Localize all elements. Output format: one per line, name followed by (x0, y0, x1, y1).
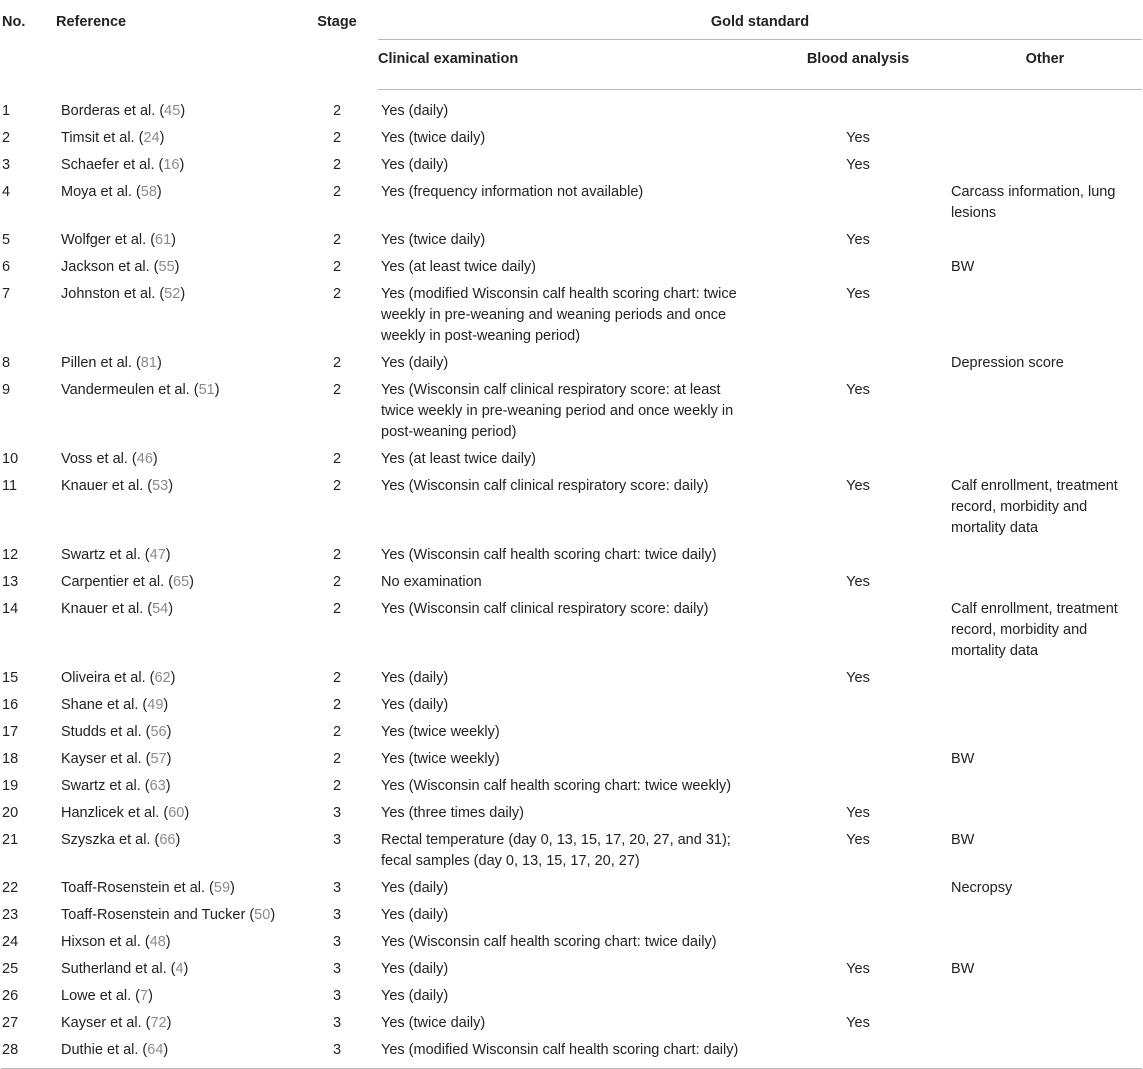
cell-reference (56, 227, 296, 254)
reference-author: Moya et al. ( (61, 184, 141, 200)
citation-link[interactable]: 66 (159, 832, 176, 848)
cell-other: BW (951, 832, 975, 848)
table-row (1, 800, 1142, 827)
cell-other (948, 1037, 1142, 1069)
cell-stage: 2 (332, 451, 342, 467)
reference-author: Duthie et al. ( (61, 1042, 148, 1058)
cell-no: 23 (2, 907, 19, 923)
cell-other: Calf enrollment, treatment record, morbidity and mortality data (951, 601, 1118, 659)
reference-author: Oliveira et al. ( (61, 670, 155, 686)
cell-stage: 2 (332, 778, 342, 794)
citation-link[interactable]: 61 (155, 232, 172, 248)
cell-clinical-examination: Yes (twice daily) (381, 130, 486, 146)
cell-stage: 3 (332, 934, 342, 950)
citation-link[interactable]: 4 (175, 961, 184, 977)
cell-stage: 2 (332, 184, 342, 200)
cell-other (948, 152, 1142, 179)
table-row (1, 152, 1142, 179)
table-row (1, 902, 1142, 929)
table-row (1, 179, 1142, 227)
reference-author: Jackson et al. ( (61, 259, 159, 275)
cell-stage: 2 (332, 102, 342, 119)
reference-author: Borderas et al. ( (61, 102, 165, 119)
reference-author: Carpentier et al. ( (61, 574, 174, 590)
cell-clinical-examination: Yes (Wisconsin calf health scoring chart: twice daily) (381, 547, 717, 563)
cell-other (948, 719, 1142, 746)
cell-blood-analysis (768, 692, 948, 719)
cell-stage: 3 (332, 805, 342, 821)
cell-stage: 2 (332, 157, 342, 173)
cell-other (948, 929, 1142, 956)
citation-close-paren: ) (166, 751, 172, 767)
cell-no: 14 (2, 601, 19, 617)
cell-clinical-examination: Yes (Wisconsin calf clinical respiratory score: at least twice weekly in pre-weaning period and once weekly in post-weaning period) (381, 382, 734, 440)
cell-blood-analysis: Yes (846, 157, 870, 173)
cell-clinical-examination: Yes (three times daily) (381, 805, 524, 821)
cell-clinical-examination: Yes (twice daily) (381, 1015, 486, 1031)
cell-stage: 2 (332, 478, 342, 494)
table-row (1, 350, 1142, 377)
citation-link[interactable]: 63 (149, 778, 166, 794)
cell-stage: 2 (332, 670, 342, 686)
citation-close-paren: ) (174, 259, 180, 275)
cell-no: 24 (2, 934, 19, 950)
cell-clinical-examination: Yes (daily) (381, 157, 449, 173)
cell-stage: 3 (332, 832, 342, 848)
cell-other (948, 773, 1142, 800)
cell-stage: 3 (332, 961, 342, 977)
reference-author: Kayser et al. ( (61, 751, 151, 767)
cell-no: 7 (2, 286, 11, 302)
cell-stage: 2 (332, 724, 342, 740)
cell-no: 9 (2, 382, 11, 398)
cell-clinical-examination: Yes (daily) (381, 961, 449, 977)
table-row (1, 377, 1142, 446)
citation-link[interactable]: 49 (147, 697, 164, 713)
citation-link[interactable]: 47 (149, 547, 166, 563)
cell-blood-analysis: Yes (846, 1015, 870, 1031)
table-row (1, 692, 1142, 719)
cell-reference (56, 473, 296, 542)
cell-stage: 2 (332, 286, 342, 302)
table-row (1, 929, 1142, 956)
cell-blood-analysis: Yes (846, 832, 870, 848)
citation-link[interactable]: 72 (150, 1015, 167, 1031)
reference-author: Knauer et al. ( (61, 478, 153, 494)
reference-author: Kayser et al. ( (61, 1015, 151, 1031)
reference-author: Sutherland et al. ( (61, 961, 176, 977)
citation-close-paren: ) (165, 547, 171, 563)
cell-reference (56, 569, 296, 596)
reference-author: Toaff-Rosenstein and Tucker ( (61, 907, 255, 923)
cell-stage: 2 (332, 259, 342, 275)
cell-other (948, 542, 1142, 569)
table-row (1, 719, 1142, 746)
cell-clinical-examination: Yes (daily) (381, 988, 449, 1004)
cell-stage: 2 (332, 697, 342, 713)
table-row (1, 1010, 1142, 1037)
cell-no: 1 (2, 102, 11, 119)
citation-link[interactable]: 62 (154, 670, 171, 686)
reference-author: Swartz et al. ( (61, 778, 150, 794)
citation-close-paren: ) (165, 934, 171, 950)
cell-other (948, 227, 1142, 254)
cell-blood-analysis (768, 929, 948, 956)
cell-reference (56, 746, 296, 773)
citation-close-paren: ) (156, 184, 162, 200)
cell-blood-analysis: Yes (846, 232, 870, 248)
cell-no: 3 (2, 157, 11, 173)
citation-link[interactable]: 48 (149, 934, 166, 950)
cell-reference (56, 875, 296, 902)
cell-other (948, 692, 1142, 719)
citation-link[interactable]: 46 (136, 451, 153, 467)
cell-reference (56, 827, 296, 875)
header-stage: Stage (317, 14, 357, 30)
cell-other (948, 665, 1142, 692)
reference-author: Timsit et al. ( (61, 130, 144, 146)
cell-blood-analysis (768, 446, 948, 473)
cell-clinical-examination: Yes (at least twice daily) (381, 451, 537, 467)
cell-stage: 2 (332, 751, 342, 767)
table-row (1, 254, 1142, 281)
cell-clinical-examination: Yes (daily) (381, 670, 449, 686)
cell-reference (56, 929, 296, 956)
cell-blood-analysis (768, 1037, 948, 1069)
table-row (1, 281, 1142, 350)
citation-close-paren: ) (166, 1015, 172, 1031)
cell-no: 19 (2, 778, 19, 794)
cell-no: 25 (2, 961, 19, 977)
cell-other: Calf enrollment, treatment record, morbidity and mortality data (951, 478, 1118, 536)
citation-link[interactable]: 24 (143, 130, 160, 146)
cell-blood-analysis (768, 350, 948, 377)
cell-stage: 2 (332, 382, 342, 398)
table-row (1, 827, 1142, 875)
header-no: No. (2, 14, 26, 30)
cell-no: 2 (2, 130, 11, 146)
citation-close-paren: ) (184, 805, 190, 821)
reference-author: Hixson et al. ( (61, 934, 150, 950)
table-row (1, 983, 1142, 1010)
cell-no: 22 (2, 880, 19, 896)
cell-other: Necropsy (951, 880, 1013, 896)
cell-blood-analysis (768, 596, 948, 665)
cell-reference (56, 719, 296, 746)
table-row (1, 596, 1142, 665)
reference-author: Lowe et al. ( (61, 988, 140, 1004)
cell-stage: 3 (332, 880, 342, 896)
cell-blood-analysis: Yes (846, 961, 870, 977)
cell-clinical-examination: Yes (Wisconsin calf clinical respiratory score: daily) (381, 478, 709, 494)
cell-clinical-examination: Yes (daily) (381, 103, 449, 119)
reference-author: Schaefer et al. ( (61, 157, 164, 173)
cell-reference (56, 281, 296, 350)
cell-stage: 2 (332, 547, 342, 563)
cell-other (948, 902, 1142, 929)
cell-reference (56, 542, 296, 569)
citation-link[interactable]: 58 (140, 184, 157, 200)
cell-clinical-examination: Yes (daily) (381, 880, 449, 896)
cell-other: BW (951, 751, 975, 767)
cell-other (948, 569, 1142, 596)
citation-close-paren: ) (180, 286, 186, 302)
table-row (1, 473, 1142, 542)
cell-clinical-examination: Yes (daily) (381, 697, 449, 713)
cell-blood-analysis: Yes (846, 805, 870, 821)
cell-reference (56, 446, 296, 473)
citation-link[interactable]: 81 (140, 355, 157, 371)
cell-no: 16 (2, 697, 19, 713)
citation-close-paren: ) (168, 478, 174, 494)
cell-stage: 2 (332, 574, 342, 590)
table-row (1, 1037, 1142, 1069)
reference-author: Toaff-Rosenstein et al. ( (61, 880, 214, 896)
cell-other (948, 377, 1142, 446)
cell-no: 6 (2, 259, 11, 275)
citation-link[interactable]: 56 (150, 724, 167, 740)
reference-author: Pillen et al. ( (61, 355, 141, 371)
cell-blood-analysis (768, 542, 948, 569)
citation-close-paren: ) (170, 670, 176, 686)
cell-clinical-examination: Yes (twice daily) (381, 232, 486, 248)
cell-reference (56, 1010, 296, 1037)
cell-blood-analysis (768, 719, 948, 746)
citation-link[interactable]: 54 (152, 601, 169, 617)
reference-author: Johnston et al. ( (61, 286, 165, 302)
cell-no: 27 (2, 1015, 19, 1031)
cell-blood-analysis (768, 983, 948, 1010)
cell-stage: 3 (332, 1015, 342, 1031)
cell-stage: 2 (332, 232, 342, 248)
cell-no: 5 (2, 232, 11, 248)
cell-no: 21 (2, 832, 19, 848)
cell-other: Carcass information, lung lesions (951, 184, 1116, 221)
cell-reference (56, 125, 296, 152)
cell-reference (56, 596, 296, 665)
cell-clinical-examination: Yes (modified Wisconsin calf health scoring chart: daily) (378, 1037, 768, 1069)
cell-other (948, 281, 1142, 350)
cell-blood-analysis (768, 90, 948, 126)
cell-blood-analysis (768, 179, 948, 227)
cell-no: 13 (2, 574, 19, 590)
cell-other: Depression score (951, 355, 1064, 371)
cell-clinical-examination: Yes (Wisconsin calf health scoring chart: twice daily) (381, 934, 717, 950)
cell-clinical-examination: Yes (modified Wisconsin calf health scoring chart: twice weekly in pre-weaning and weaning periods and once weekly in post-weaning period) (381, 286, 737, 344)
citation-link[interactable]: 64 (147, 1042, 164, 1058)
reference-author: Shane et al. ( (61, 697, 148, 713)
header-blood-analysis: Blood analysis (768, 40, 948, 90)
cell-no: 26 (2, 988, 19, 1004)
cell-stage: 3 (296, 1037, 378, 1069)
cell-blood-analysis: Yes (846, 130, 870, 146)
cell-stage: 3 (332, 907, 342, 923)
cell-clinical-examination: Yes (Wisconsin calf health scoring chart: twice weekly) (381, 778, 732, 794)
citation-link[interactable]: 50 (254, 907, 271, 923)
citation-link[interactable]: 45 (164, 102, 181, 119)
cell-reference (56, 1037, 296, 1069)
cell-other (948, 983, 1142, 1010)
cell-other: BW (951, 961, 975, 977)
cell-stage: 2 (332, 355, 342, 371)
cell-no: 17 (2, 724, 19, 740)
citation-close-paren: ) (163, 1042, 169, 1058)
reference-author: Wolfger et al. ( (61, 232, 156, 248)
cell-clinical-examination: Yes (frequency information not available) (381, 184, 644, 200)
cell-clinical-examination: Yes (daily) (381, 907, 449, 923)
reference-author: Szyszka et al. ( (61, 832, 160, 848)
cell-no: 12 (2, 547, 19, 563)
cell-clinical-examination: Yes (daily) (381, 355, 449, 371)
cell-other (948, 800, 1142, 827)
citation-link[interactable]: 53 (152, 478, 169, 494)
citation-close-paren: ) (148, 988, 153, 1004)
cell-reference (56, 902, 296, 929)
cell-reference (56, 956, 296, 983)
table-row (1, 875, 1142, 902)
table-row (1, 90, 1142, 126)
citation-close-paren: ) (165, 778, 171, 794)
citation-close-paren: ) (214, 382, 220, 398)
table-row (1, 569, 1142, 596)
table-row (1, 446, 1142, 473)
citation-close-paren: ) (189, 574, 195, 590)
table-row (1, 956, 1142, 983)
cell-reference (56, 377, 296, 446)
cell-no: 18 (2, 751, 19, 767)
reference-author: Knauer et al. ( (61, 601, 153, 617)
cell-stage: 2 (332, 130, 342, 146)
cell-no: 11 (2, 478, 18, 494)
cell-blood-analysis: Yes (846, 286, 870, 302)
citation-close-paren: ) (183, 961, 189, 977)
cell-other (948, 446, 1142, 473)
cell-blood-analysis (768, 254, 948, 281)
citation-close-paren: ) (156, 355, 162, 371)
cell-stage: 2 (332, 601, 342, 617)
cell-blood-analysis (768, 746, 948, 773)
table-row (1, 746, 1142, 773)
citation-link[interactable]: 57 (150, 751, 167, 767)
cell-other: BW (951, 259, 975, 275)
table-row (1, 125, 1142, 152)
citation-link[interactable]: 60 (168, 805, 185, 821)
cell-other (948, 1010, 1142, 1037)
gold-standard-table (1, 0, 1142, 1069)
citation-link[interactable]: 59 (213, 880, 231, 896)
citation-close-paren: ) (168, 601, 174, 617)
table-body (1, 90, 1142, 1069)
cell-blood-analysis (768, 773, 948, 800)
table-row (1, 665, 1142, 692)
cell-no: 28 (1, 1037, 56, 1069)
citation-link[interactable]: 51 (198, 382, 215, 398)
citation-close-paren: ) (171, 232, 177, 248)
header-reference: Reference (56, 14, 127, 30)
cell-stage: 3 (332, 988, 342, 1004)
reference-author: Vandermeulen et al. ( (61, 382, 199, 398)
cell-blood-analysis: Yes (846, 478, 870, 494)
header-other: Other (948, 40, 1142, 90)
cell-no: 10 (2, 451, 19, 467)
citation-close-paren: ) (159, 130, 165, 146)
citation-close-paren: ) (166, 724, 172, 740)
citation-link[interactable]: 65 (173, 574, 190, 590)
citation-link[interactable]: 52 (164, 286, 181, 302)
cell-reference (56, 350, 296, 377)
header-clinical-examination: Clinical examination (378, 40, 768, 90)
citation-close-paren: ) (230, 880, 235, 896)
cell-reference (56, 254, 296, 281)
citation-link[interactable]: 55 (158, 259, 175, 275)
citation-close-paren: ) (175, 832, 181, 848)
cell-no: 8 (2, 355, 11, 371)
cell-clinical-examination: Yes (twice weekly) (381, 724, 500, 740)
table-row (1, 227, 1142, 254)
cell-reference (56, 800, 296, 827)
cell-clinical-examination: Yes (twice weekly) (381, 751, 500, 767)
cell-reference (56, 90, 296, 126)
cell-reference (56, 152, 296, 179)
citation-close-paren: ) (179, 157, 185, 173)
cell-reference (56, 665, 296, 692)
reference-author: Studds et al. ( (61, 724, 151, 740)
cell-clinical-examination: No examination (381, 574, 482, 590)
cell-clinical-examination: Yes (at least twice daily) (381, 259, 537, 275)
cell-clinical-examination: Yes (Wisconsin calf clinical respiratory score: daily) (381, 601, 709, 617)
header-gold-standard: Gold standard (710, 14, 810, 30)
cell-reference (56, 179, 296, 227)
cell-no: 4 (2, 184, 11, 200)
citation-close-paren: ) (163, 697, 169, 713)
cell-blood-analysis: Yes (846, 382, 870, 398)
reference-author: Swartz et al. ( (61, 547, 150, 563)
citation-link[interactable]: 7 (140, 988, 149, 1004)
cell-reference (56, 773, 296, 800)
cell-blood-analysis (768, 875, 948, 902)
citation-close-paren: ) (152, 451, 158, 467)
cell-blood-analysis (768, 902, 948, 929)
table-row (1, 542, 1142, 569)
citation-link[interactable]: 16 (163, 157, 180, 173)
table-row (1, 773, 1142, 800)
cell-clinical-examination: Rectal temperature (day 0, 13, 15, 17, 20, 27, and 31); fecal samples (day 0, 13, 15, 17, 20, 27) (381, 832, 731, 869)
cell-reference (56, 692, 296, 719)
cell-other (948, 90, 1142, 126)
cell-other (948, 125, 1142, 152)
cell-no: 15 (2, 670, 19, 686)
citation-close-paren: ) (270, 907, 276, 923)
cell-no: 20 (2, 805, 19, 821)
citation-close-paren: ) (180, 102, 186, 119)
cell-reference (56, 983, 296, 1010)
reference-author: Hanzlicek et al. ( (61, 805, 169, 821)
cell-blood-analysis: Yes (846, 574, 870, 590)
reference-author: Voss et al. ( (61, 451, 137, 467)
cell-blood-analysis: Yes (846, 670, 870, 686)
